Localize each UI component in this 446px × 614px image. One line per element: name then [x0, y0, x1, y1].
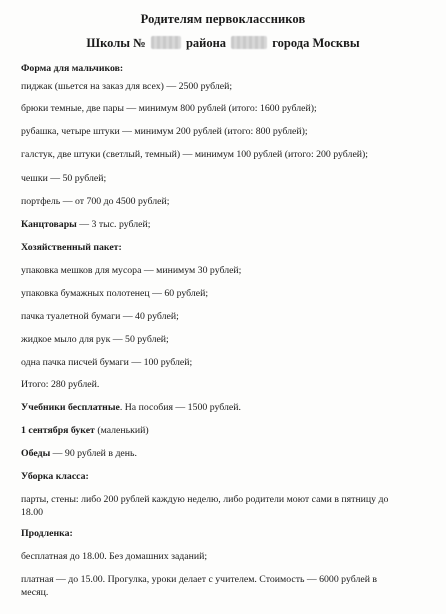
stationery-line: [21, 218, 411, 231]
boys-uniform-heading: Форма для мальчиков:: [21, 63, 124, 74]
item-ties: галстук, две штуки (светлый, темный) — минимум 100 рублей (итого: 200 рублей);: [21, 149, 369, 160]
district-word: района: [185, 36, 227, 50]
item-soap: жидкое мыло для рук — 50 рублей;: [21, 334, 169, 345]
bouquet-line: [21, 424, 411, 437]
stationery-label: Канцтовары: [21, 219, 77, 230]
item-toilet-paper: пачка туалетной бумаги — 40 рублей;: [21, 311, 179, 322]
bouquet-value: (маленький): [94, 425, 149, 436]
school-prefix: Школы №: [86, 36, 146, 50]
household-total: Итого: 280 рублей.: [21, 379, 100, 390]
item-trash-bags: упаковка мешков для мусора — минимум 30 рублей;: [21, 265, 242, 276]
bouquet-label: 1 сентября букет: [21, 425, 95, 436]
item-shirts: рубашка, четыре штуки — минимум 200 рублей (итого: 800 рублей);: [21, 126, 308, 137]
item-paper-towels: упаковка бумажных полотенец — 60 рублей;: [21, 288, 209, 299]
cleaning-text: парты, стены: либо 200 рублей каждую неделю, либо родители моют сами в пятницу до 18.00: [21, 494, 389, 518]
textbooks-value: . На пособия — 1500 рублей.: [119, 402, 241, 413]
item-jacket: пиджак (шьется на заказ для всех) — 2500 рублей;: [21, 81, 233, 92]
extended-day-paid: платная — до 15.00. Прогулка, уроки делает с учителем. Стоимость — 6000 рублей в месяц.: [21, 574, 378, 598]
document-title: Родителям первоклассников: [140, 12, 306, 26]
redacted-school-number: [151, 36, 181, 49]
textbooks-line: [21, 401, 411, 414]
stationery-value: — 3 тыс. рублей;: [76, 219, 151, 230]
extended-day-heading: Продленка:: [21, 528, 73, 539]
cleaning-heading: Уборка класса:: [21, 471, 89, 482]
item-briefcase: портфель — от 700 до 4500 рублей;: [21, 196, 170, 207]
item-writing-paper: одна пачка писчей бумаги — 100 рублей;: [21, 357, 193, 368]
lunch-line: [21, 447, 411, 460]
household-heading: Хозяйственный пакет:: [21, 242, 122, 253]
extended-day-free: бесплатная до 18.00. Без домашних заданий;: [21, 551, 208, 562]
redacted-district-name: [231, 36, 267, 49]
item-slippers: чешки — 50 рублей;: [21, 173, 107, 184]
city-text: города Москвы: [272, 36, 360, 50]
item-trousers: брюки темные, две пары — минимум 800 рублей (итого: 1600 рублей);: [21, 103, 317, 114]
textbooks-label: Учебники бесплатные: [21, 402, 120, 413]
lunch-label: Обеды: [21, 448, 51, 459]
lunch-value: — 90 рублей в день.: [50, 448, 137, 459]
document-subtitle: [0, 36, 446, 51]
